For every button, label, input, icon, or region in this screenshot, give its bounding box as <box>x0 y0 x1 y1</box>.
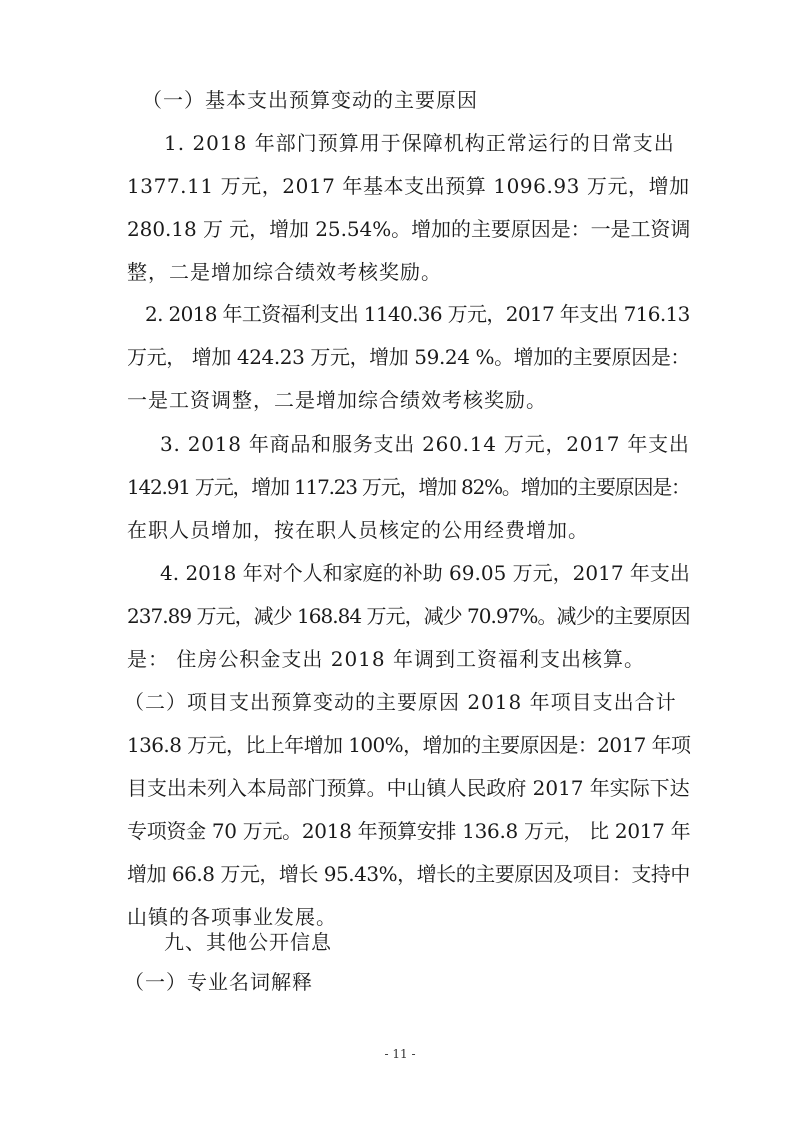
paragraph-line: 280.18 万 元，增加 25.54%。增加的主要原因是：一是工资调 <box>127 217 691 241</box>
paragraph-line: 一是工资调整，二是增加综合绩效考核奖励。 <box>127 388 547 412</box>
paragraph-line: 增加 66.8 万元，增长 95.43%，增长的主要原因及项目：支持中 <box>127 862 690 886</box>
paragraph-line: 在职人员增加，按在职人员核定的公用经费增加。 <box>127 518 589 542</box>
chapter-heading-other-info: 九、其他公开信息 <box>164 930 332 954</box>
section-heading-basic: （一）基本支出预算变动的主要原因 <box>142 88 478 112</box>
paragraph-line: 万元， 增加 424.23 万元，增加 59.24 %。增加的主要原因是： <box>127 345 691 369</box>
paragraph-line: 1. 2018 年部门预算用于保障机构正常运行的日常支出 <box>164 131 675 155</box>
paragraph-line: 专项资金 70 万元。2018 年预算安排 136.8 万元， 比 2017 年 <box>127 819 691 843</box>
paragraph-line: 1377.11 万元，2017 年基本支出预算 1096.93 万元，增加 <box>127 174 690 198</box>
page-number: - 11 - <box>384 1047 416 1061</box>
paragraph-line: 整，二是增加综合绩效考核奖励。 <box>127 260 442 284</box>
paragraph-line: 山镇的各项事业发展。 <box>127 905 337 929</box>
paragraph-line: 2. 2018 年工资福利支出 1140.36 万元，2017 年支出 716.13 <box>145 302 690 326</box>
section-heading-terms: （一）专业名词解释 <box>124 970 313 994</box>
paragraph-line: 237.89 万元，减少 168.84 万元，减少 70.97%。减少的主要原因 <box>127 604 690 628</box>
paragraph-line: 目支出未列入本局部门预算。中山镇人民政府 2017 年实际下达 <box>127 776 690 800</box>
paragraph-line: 136.8 万元，比上年增加 100%，增加的主要原因是：2017 年项 <box>127 733 691 757</box>
section-heading-project: （二）项目支出预算变动的主要原因 2018 年项目支出合计 <box>124 690 677 714</box>
paragraph-line: 是： 住房公积金支出 2018 年调到工资福利支出核算。 <box>127 647 645 671</box>
paragraph-line: 3. 2018 年商品和服务支出 260.14 万元，2017 年支出 <box>160 432 690 456</box>
paragraph-line: 142.91 万元，增加 117.23 万元，增加 82%。增加的主要原因是： <box>127 475 690 499</box>
paragraph-line: 4. 2018 年对个人和家庭的补助 69.05 万元，2017 年支出 <box>160 561 690 585</box>
